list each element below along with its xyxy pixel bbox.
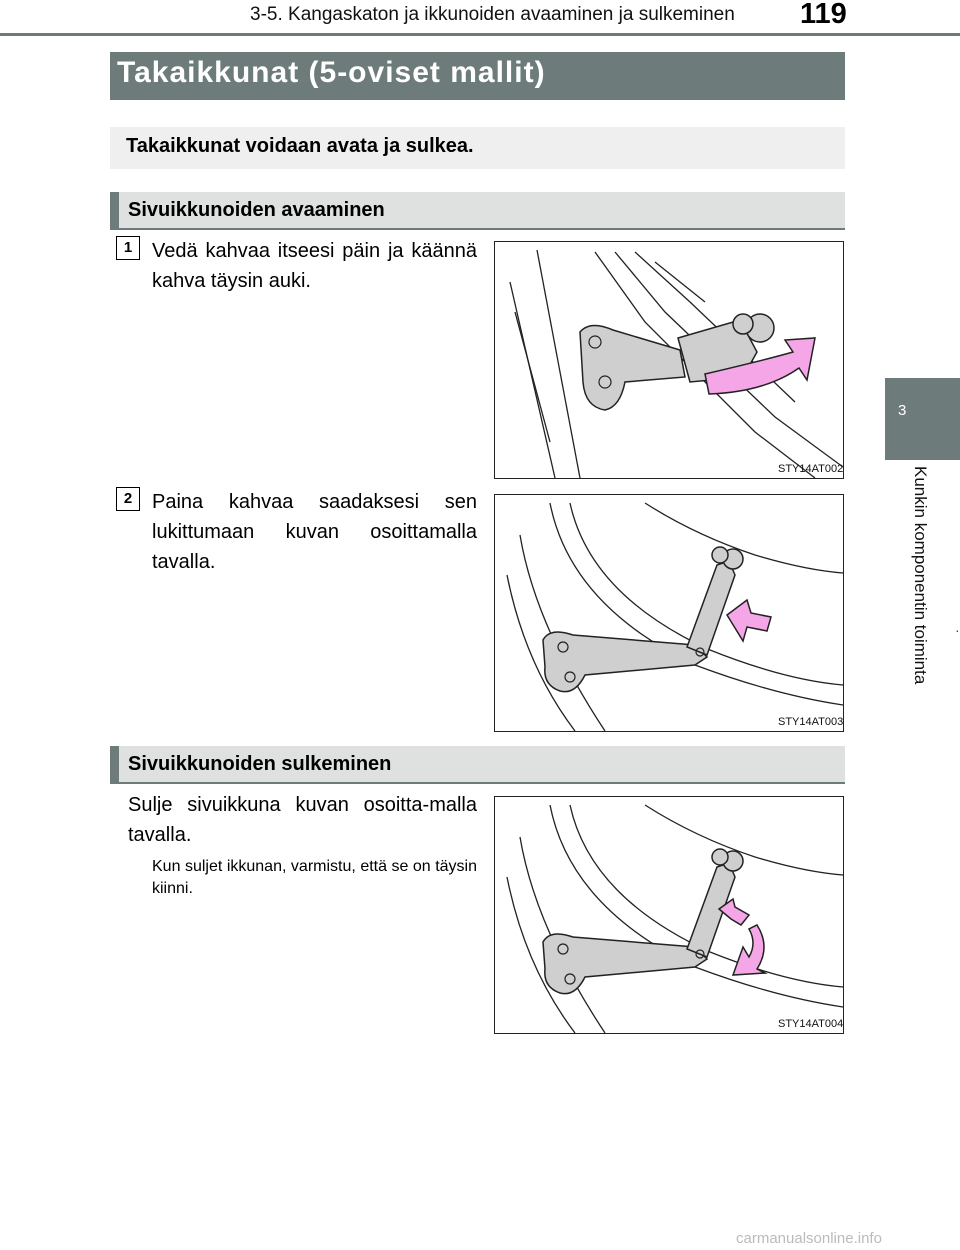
page-title: Takaikkunat (5-oviset mallit) <box>117 56 546 89</box>
latch-open-illustration <box>495 242 843 478</box>
step-1-text: Vedä kahvaa itseesi päin ja käännä kahva täysin auki. <box>152 240 477 292</box>
figure-closing <box>494 796 844 1034</box>
step-number-1: 1 <box>116 236 140 260</box>
figure-code-1: STY14AT002 <box>778 463 844 475</box>
step-2-text: Paina kahvaa saadaksesi sen lukittumaan kuvan osoittamalla tavalla. <box>152 491 477 573</box>
section-heading-opening: Sivuikkunoiden avaaminen <box>128 199 385 221</box>
latch-close-illustration <box>495 797 843 1033</box>
figure-step-2 <box>494 494 844 732</box>
step-number-2: 2 <box>116 487 140 511</box>
closing-text: Sulje sivuikkuna kuvan osoitta-malla tavalla. <box>128 794 477 846</box>
page-number: 119 <box>800 0 847 30</box>
header-rule <box>0 33 960 36</box>
watermark: carmanualsonline.info <box>736 1230 882 1247</box>
section-heading-closing: Sivuikkunoiden sulkeminen <box>128 753 392 775</box>
intro-text: Takaikkunat voidaan avata ja sulkea. <box>126 135 474 157</box>
figure-step-1 <box>494 241 844 479</box>
closing-note: Kun suljet ikkunan, varmistu, että se on täysin kiinni. <box>152 858 477 897</box>
figure-code-3: STY14AT004 <box>778 1018 844 1030</box>
chapter-tab <box>885 378 960 460</box>
chapter-title: Kunkin komponentin toiminta <box>911 466 930 685</box>
figure-code-2: STY14AT003 <box>778 716 844 728</box>
latch-lock-illustration <box>495 495 843 731</box>
chapter-number: 3 <box>898 402 907 419</box>
running-head: 3-5. Kangaskaton ja ikkunoiden avaaminen ja sulkeminen <box>250 4 735 25</box>
chapter-tick-mark: · <box>955 622 960 638</box>
